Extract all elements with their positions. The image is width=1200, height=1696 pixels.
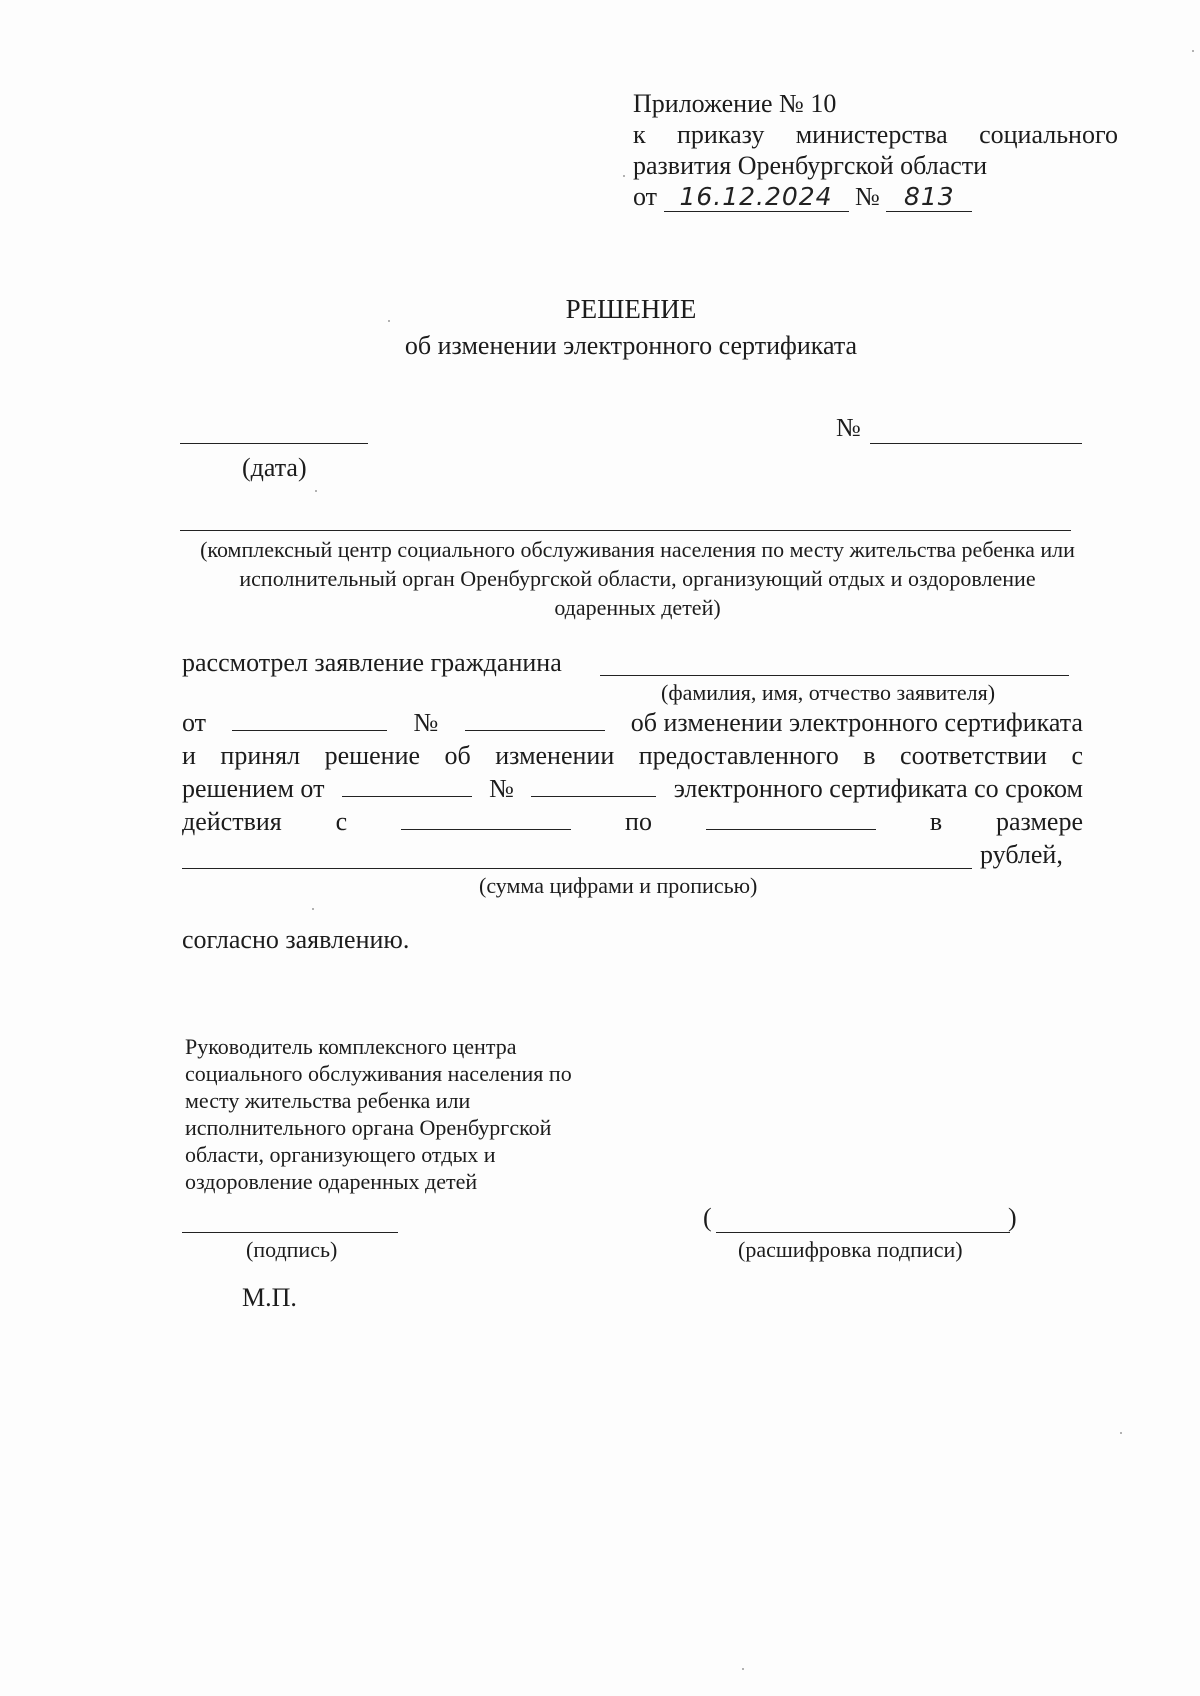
scan-speck [742, 1668, 744, 1670]
validity-label: действия [182, 807, 282, 836]
signer-line: исполнительного органа Оренбургской [185, 1115, 552, 1140]
application-date-blank [232, 708, 387, 731]
according-to-application: согласно заявлению. [182, 925, 410, 954]
decision-number-label: № [836, 413, 861, 442]
organization-blank [180, 530, 1071, 531]
validity-line [182, 807, 1083, 837]
body-word: об [444, 741, 471, 770]
scan-speck [1120, 1432, 1122, 1434]
scan-speck [1192, 50, 1194, 52]
appendix-number: Приложение № 10 [633, 89, 837, 118]
body-word: принял [220, 741, 301, 770]
validity-to-blank [706, 807, 876, 830]
from-date-label: с [335, 807, 348, 836]
signer-line: оздоровление одаренных детей [185, 1169, 478, 1194]
amount-in-label: в [929, 807, 943, 836]
document-title: РЕШЕНИЕ [565, 294, 697, 324]
signer-position [185, 1033, 572, 1195]
appendix-header [633, 88, 1118, 212]
amount-label: размере [996, 807, 1083, 836]
scan-speck [623, 175, 625, 177]
application-number-blank [465, 708, 605, 731]
signature-decoding-blank [716, 1232, 1010, 1233]
order-number-label: № [855, 182, 880, 211]
previous-number-label: № [489, 774, 514, 803]
body-word: изменении [495, 741, 615, 770]
scan-speck [315, 490, 317, 492]
signer-line: Руководитель комплексного центра [185, 1034, 517, 1059]
previous-decision-date-blank [342, 774, 472, 797]
sum-caption: (сумма цифрами и прописью) [479, 873, 758, 898]
number-label: № [413, 708, 439, 737]
signer-line: социального обслуживания населения по [185, 1061, 572, 1086]
reviewed-label: рассмотрел заявление гражданина [182, 648, 562, 677]
change-text: об изменении электронного сертификата [630, 708, 1083, 737]
decoding-caption: (расшифровка подписи) [738, 1237, 963, 1262]
order-date-handwritten: 16.12.2024 [664, 183, 849, 212]
scan-speck [312, 908, 314, 910]
appendix-word: министерства [795, 120, 948, 149]
appendix-line-2 [633, 119, 1118, 150]
decoding-open-paren: ( [703, 1203, 712, 1232]
applicant-caption: (фамилия, имя, отчество заявителя) [661, 680, 996, 705]
decision-number-blank [870, 443, 1082, 444]
body-word: в [863, 741, 876, 770]
application-line [182, 708, 1083, 738]
appendix-line-3: развития Оренбургской области [633, 151, 988, 180]
date-blank [180, 443, 368, 444]
order-date-line [633, 181, 1118, 212]
stamp-place: М.П. [242, 1283, 297, 1312]
rubles-label: рублей, [980, 840, 1063, 869]
signature-blank [182, 1232, 398, 1233]
body-word: соответствии [900, 741, 1047, 770]
amount-blank [182, 868, 972, 869]
appendix-word: к [633, 120, 646, 149]
validity-from-blank [401, 807, 571, 830]
from-label: от [182, 708, 207, 737]
date-caption: (дата) [242, 453, 307, 482]
to-date-label: по [625, 807, 652, 836]
decision-line-3 [182, 774, 1083, 804]
body-word: решение [324, 741, 421, 770]
appendix-word: социального [979, 120, 1118, 149]
decision-line-2 [182, 741, 1083, 771]
decoding-close-paren: ) [1008, 1203, 1017, 1232]
order-from-label: от [633, 182, 658, 211]
signature-caption: (подпись) [246, 1237, 338, 1262]
body-word: с [1071, 741, 1083, 770]
previous-decision-label: решением от [182, 774, 325, 803]
signer-line: месту жительства ребенка или [185, 1088, 471, 1113]
previous-decision-number-blank [531, 774, 656, 797]
organization-caption: (комплексный центр социального обслуживания населения по месту жительства ребенка или исполнительный орган Оренбургской области, организующий отдых и оздоровление одаренных детей) [200, 537, 1075, 620]
certificate-term-text: электронного сертификата со сроком [673, 774, 1083, 803]
document-subtitle: об изменении электронного сертификата [404, 331, 858, 360]
body-word: и [182, 741, 196, 770]
body-word: предоставленного [638, 741, 839, 770]
applicant-name-blank [600, 675, 1069, 676]
scan-speck [388, 320, 390, 322]
signer-line: области, организующего отдых и [185, 1142, 496, 1167]
appendix-word: приказу [677, 120, 765, 149]
order-number-handwritten: 813 [886, 183, 972, 212]
